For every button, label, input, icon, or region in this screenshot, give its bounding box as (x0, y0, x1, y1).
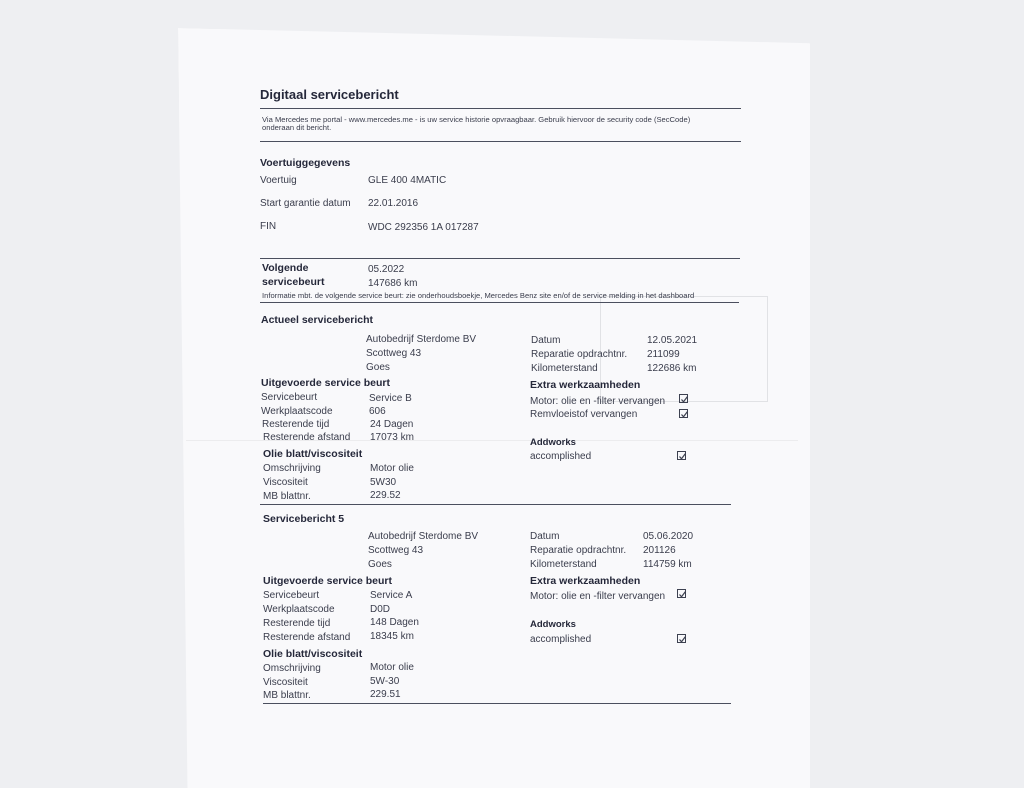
viscosity-value: 5W-30 (370, 676, 400, 687)
mileage-value: 114759 km (643, 559, 692, 570)
mb-sheet-label: MB blattnr. (263, 690, 311, 701)
performed-heading: Uitgevoerde service beurt (261, 377, 390, 389)
date-label: Datum (530, 531, 560, 542)
addworks-status: accomplished (530, 634, 592, 645)
performed-heading: Uitgevoerde service beurt (263, 575, 392, 587)
mileage-label: Kilometerstand (531, 363, 598, 374)
viscosity-label: Viscositeit (263, 477, 308, 488)
mb-sheet-value: 229.51 (370, 689, 401, 700)
extra-work-item: Motor: olie en -filter vervangen (530, 591, 666, 602)
extra-work-heading: Extra werkzaamheden (530, 379, 641, 391)
oil-description-label: Omschrijving (263, 663, 321, 674)
vehicle-value: GLE 400 4MATIC (368, 175, 447, 186)
remaining-time-value: 148 Dagen (370, 617, 419, 628)
oil-description-value: Motor olie (370, 463, 414, 474)
divider (260, 302, 739, 303)
warranty-value: 22.01.2016 (368, 198, 419, 209)
intro-line-1: Via Mercedes me portal - www.mercedes.me - is uw service historie opvraagbaar. Gebruik hiervoor de security code (SecCode) (262, 115, 691, 124)
date-label: Datum (531, 335, 561, 346)
next-service-label-1: Volgende (262, 262, 309, 274)
checkbox-checked (677, 451, 686, 460)
order-label: Reparatie opdrachtnr. (531, 349, 628, 360)
oil-description-value: Motor olie (370, 662, 414, 673)
mileage-value: 122686 km (647, 363, 697, 374)
dealer-name: Autobedrijf Sterdome BV (366, 334, 477, 345)
next-service-note: Informatie mbt. de volgende service beurt: zie onderhoudsboekje, Mercedes Benz site en/of de service melding in het dashboard (262, 291, 695, 300)
current-heading: Actueel servicebericht (261, 314, 374, 326)
remaining-distance-label: Resterende afstand (263, 632, 351, 643)
oil-description-label: Omschrijving (263, 463, 321, 474)
checkbox-checked (677, 589, 686, 598)
checkbox-checked (679, 409, 688, 418)
workshop-code-label: Werkplaatscode (261, 406, 333, 417)
addworks-status: accomplished (530, 451, 592, 462)
remaining-time-value: 24 Dagen (370, 419, 414, 430)
checkbox-checked (677, 634, 686, 643)
service-label: Servicebeurt (261, 392, 318, 403)
dealer-street: Scottweg 43 (368, 545, 424, 556)
report5-heading: Servicebericht 5 (263, 513, 345, 525)
vehicle-heading: Voertuiggegevens (260, 157, 351, 169)
mb-sheet-value: 229.52 (370, 490, 401, 501)
viscosity-value: 5W30 (370, 477, 397, 488)
warranty-label: Start garantie datum (260, 198, 351, 209)
workshop-code-label: Werkplaatscode (263, 604, 335, 615)
extra-work-heading: Extra werkzaamheden (530, 575, 641, 587)
extra-work-item: Motor: olie en -filter vervangen (530, 396, 666, 407)
date-value: 05.06.2020 (643, 531, 694, 542)
divider (263, 703, 731, 704)
oil-heading: Olie blatt/viscositeit (263, 448, 363, 460)
dealer-name: Autobedrijf Sterdome BV (368, 531, 479, 542)
date-value: 12.05.2021 (647, 335, 698, 346)
remaining-time-label: Resterende tijd (262, 419, 330, 430)
divider (260, 108, 741, 109)
vehicle-label: Voertuig (260, 175, 297, 186)
remaining-time-label: Resterende tijd (263, 618, 331, 629)
service-value: Service A (370, 590, 413, 601)
order-value: 201126 (643, 545, 676, 556)
order-value: 211099 (647, 349, 680, 360)
addworks-heading: Addworks (530, 619, 576, 630)
oil-heading: Olie blatt/viscositeit (263, 648, 363, 660)
next-service-label-2: servicebeurt (262, 276, 325, 288)
service-value: Service B (369, 393, 412, 404)
checkbox-checked (679, 394, 688, 403)
next-service-km: 147686 km (368, 278, 418, 289)
dealer-city: Goes (366, 362, 390, 373)
fin-value: WDC 292356 1A 017287 (368, 222, 479, 233)
workshop-code-value: 606 (369, 406, 386, 417)
viscosity-label: Viscositeit (263, 677, 308, 688)
intro-line-2: onderaan dit bericht. (262, 123, 332, 132)
dealer-city: Goes (368, 559, 392, 570)
remaining-distance-value: 18345 km (370, 631, 414, 642)
document-title: Digitaal servicebericht (260, 87, 399, 102)
service-label: Servicebeurt (263, 590, 320, 601)
mb-sheet-label: MB blattnr. (263, 491, 311, 502)
order-label: Reparatie opdrachtnr. (530, 545, 627, 556)
dealer-street: Scottweg 43 (366, 348, 422, 359)
remaining-distance-label: Resterende afstand (263, 432, 351, 443)
divider (260, 504, 731, 505)
mileage-label: Kilometerstand (530, 559, 597, 570)
fin-label: FIN (260, 221, 277, 232)
workshop-code-value: D0D (370, 604, 391, 615)
addworks-heading: Addworks (530, 437, 576, 448)
next-service-date: 05.2022 (368, 264, 405, 275)
divider (260, 141, 741, 142)
extra-work-item: Remvloeistof vervangen (530, 409, 638, 420)
divider (260, 258, 740, 259)
remaining-distance-value: 17073 km (370, 432, 414, 443)
